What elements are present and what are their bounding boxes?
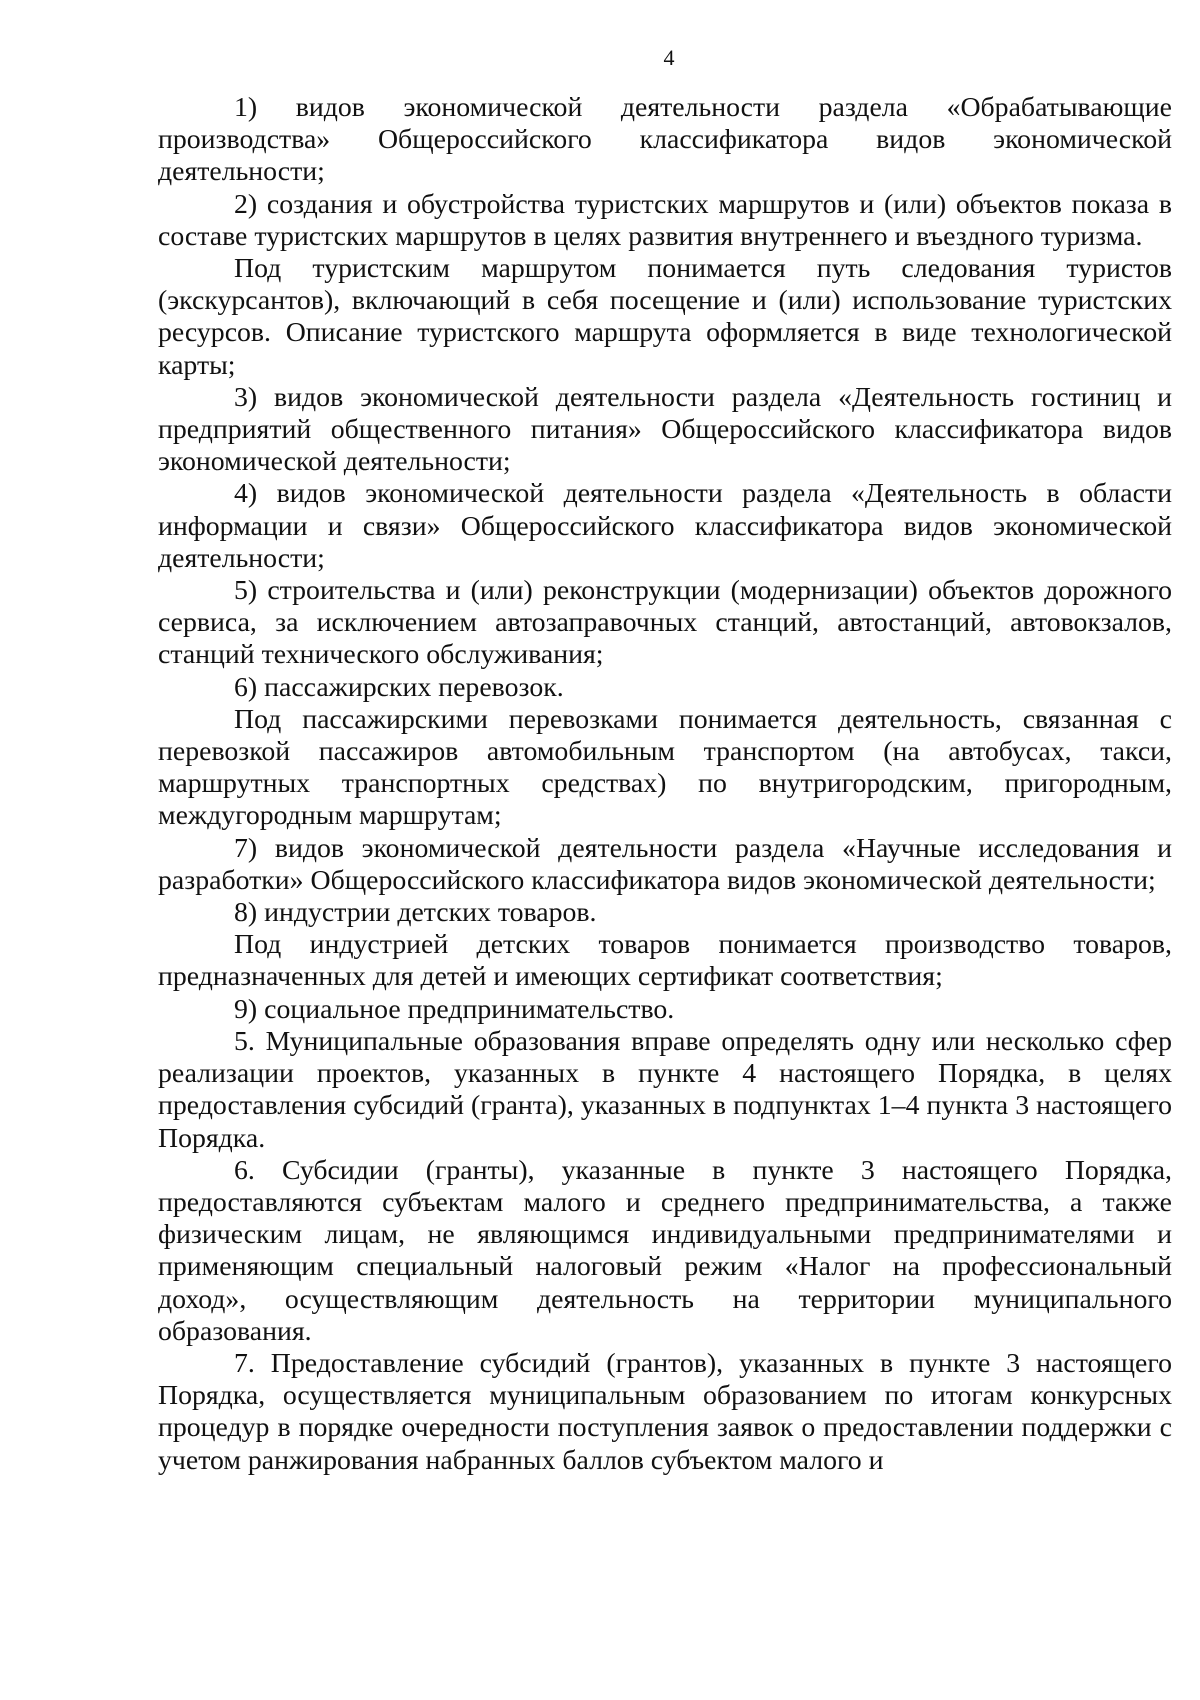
paragraph-item-5: 5) строительства и (или) реконструкции (модернизации) объектов дорожного сервиса, за исключением автозаправочных станций, автостанций, автовокзалов, станций технического обслуживания; [158,575,1172,671]
paragraph-item-8: 8) индустрии детских товаров. [234,897,597,929]
paragraph-item-2: 2) создания и обустройства туристских маршрутов и (или) объектов показа в составе туристских маршрутов в целях развития внутреннего и въездного туризма. [158,188,1172,252]
paragraph-passenger-transport-definition: Под пассажирскими перевозками понимается деятельность, связанная с перевозкой пассажиров автомобильным транспортом (на автобусах, такси, маршрутных транспортных средствах) по внутригородским, пригородным, междугородным маршрутам; [158,703,1172,832]
paragraph-item-7: 7) видов экономической деятельности раздела «Научные исследования и разработки» Общероссийского классификатора видов экономической деятельности; [158,832,1172,896]
paragraph-clause-7: 7. Предоставление субсидий (грантов), указанных в пункте 3 настоящего Порядка, осуществляется муниципальным образованием по итогам конкурсных процедур в порядке очередности поступления заявок о предоставлении поддержки с учетом ранжирования набранных баллов субъектом малого и [158,1347,1172,1476]
paragraph-item-1: 1) видов экономической деятельности раздела «Обрабатывающие производства» Общероссийского классификатора видов экономической деятельности; [158,92,1172,188]
paragraph-item-3: 3) видов экономической деятельности раздела «Деятельность гостиниц и предприятий общественного питания» Общероссийского классификатора видов экономической деятельности; [158,381,1172,478]
paragraph-clause-5: 5. Муниципальные образования вправе определять одну или несколько сфер реализации проектов, указанных в пункте 4 настоящего Порядка, в целях предоставления субсидий (гранта), указанных в подпунктах 1–4 пункта 3 настоящего Порядка. [158,1025,1172,1154]
paragraph-children-goods-definition: Под индустрией детских товаров понимается производство товаров, предназначенных для детей и имеющих сертификат соответствия; [158,929,1172,993]
paragraph-item-9: 9) социальное предпринимательство. [234,993,675,1025]
page-number: 4 [663,45,675,70]
document-body [158,92,1172,1477]
paragraph-tourist-route-definition: Под туристским маршрутом понимается путь следования туристов (экскурсантов), включающий в себя посещение и (или) использование туристских ресурсов. Описание туристского маршрута оформляется в виде технологической карты; [158,253,1172,381]
paragraph-clause-6: 6. Субсидии (гранты), указанные в пункте 3 настоящего Порядка, предоставляются субъектам малого и среднего предпринимательства, а также физическим лицам, не являющимся индивидуальными предпринимателями и применяющим специальный налоговый режим «Налог на профессиональный доход», осуществляющим деятельность на территории муниципального образования. [158,1154,1172,1347]
paragraph-item-4: 4) видов экономической деятельности раздела «Деятельность в области информации и связи» Общероссийского классификатора видов экономической деятельности; [158,478,1172,574]
paragraph-item-6: 6) пассажирских перевозок. [234,671,564,703]
